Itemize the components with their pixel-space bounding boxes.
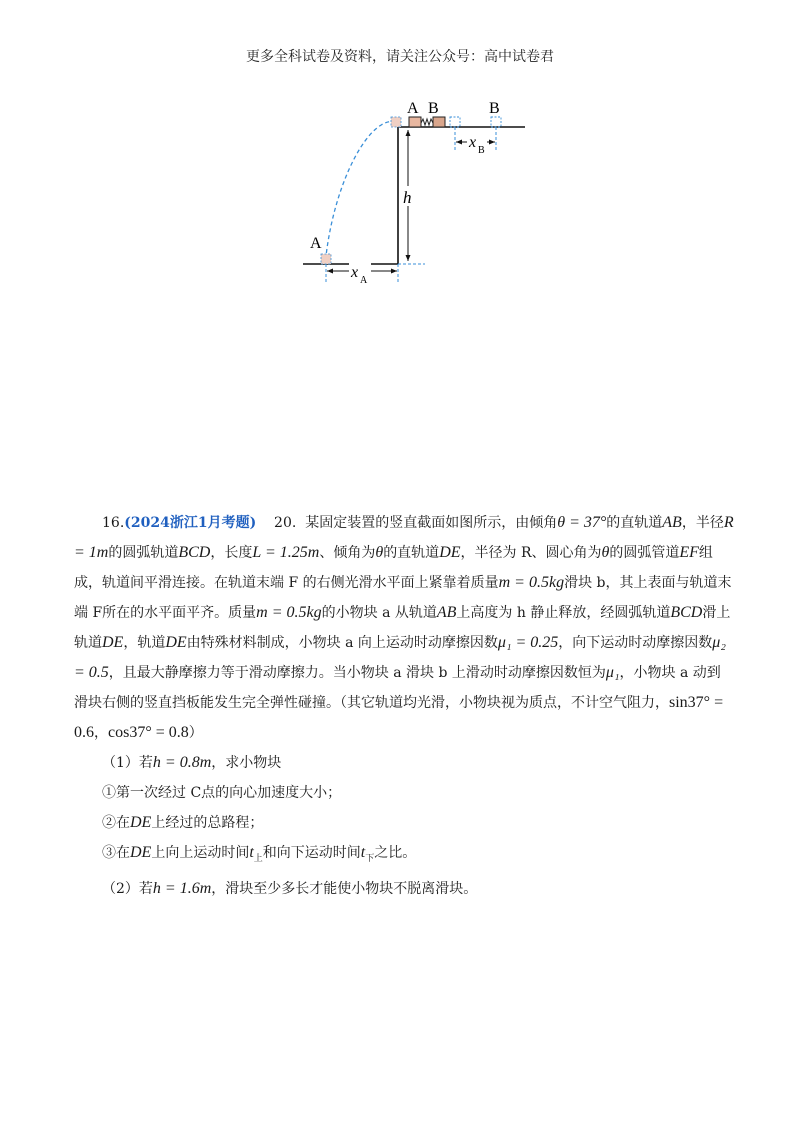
block-b-ghost-far [491, 117, 501, 127]
label-xb: x [469, 134, 477, 151]
trajectory-curve [326, 121, 396, 256]
math-sin-eq: sin37° = 0.6 [74, 694, 724, 741]
text-seg: ，求小物块 [211, 755, 282, 771]
math-h-eq1: h = 0.8m [152, 754, 212, 771]
h-arrow-bottom [406, 255, 411, 261]
text-seg: ， [94, 725, 108, 741]
math-de: DE [165, 634, 187, 651]
text-seg: 上高度为 h 静止释放，经圆弧轨道 [456, 605, 671, 621]
projectile-figure [295, 90, 535, 290]
label-xa: x [351, 264, 359, 281]
question-1 [74, 748, 734, 778]
text-seg: ，且最大静摩擦力等于滑动摩擦力。当小物块 a 滑块 b 上滑动时动摩擦因数恒为 [108, 665, 606, 681]
math-de: DE [102, 634, 124, 651]
math-theta-eq: θ = 37° [557, 514, 607, 531]
text-seg: 滑上轨道 [74, 605, 731, 651]
math-h-eq2: h = 1.6m [152, 879, 212, 897]
math-de: DE [130, 814, 152, 831]
problem-body [74, 508, 734, 748]
math-mu1: μ₁ [605, 664, 620, 681]
text-seg: ，长度 [210, 545, 253, 561]
text-seg: 滑块 b，其上表面与轨道末端 F所在的水平面平齐。质量 [74, 575, 732, 621]
text-seg: ，半径 [681, 515, 724, 531]
block-b [433, 117, 445, 127]
text-seg: 的直轨道 [606, 515, 663, 531]
xb-arrow-left [456, 140, 462, 145]
math-de: DE [130, 844, 152, 861]
label-b-right: B [489, 100, 500, 117]
text-seg: （1）若 [102, 755, 153, 771]
math-l-eq: L = 1.25m [252, 544, 320, 561]
math-cos-eq: cos37° = 0.8 [108, 724, 189, 741]
math-t-up-sub: 上 [253, 853, 263, 864]
text-seg: ，小物块 a 动到滑块右侧的竖直挡板能发生完全弹性碰撞。（其它轨道均光滑，小物块视为质点，不计空气阻力， [74, 665, 721, 711]
label-a-bottom: A [310, 235, 322, 252]
label-xb-sub: B [478, 145, 485, 156]
label-a-top: A [407, 100, 419, 117]
math-ef: EF [679, 544, 699, 561]
math-t-up: t [249, 844, 254, 861]
text-seg: 的直轨道 [383, 545, 440, 561]
page-header: 更多全科试卷及资料，请关注公众号：高中试卷君 [246, 49, 554, 65]
label-xa-sub: A [360, 275, 368, 286]
xa-arrow-left [327, 269, 333, 274]
math-theta: θ [375, 544, 384, 561]
problem-text [74, 508, 734, 904]
problem-number: 16. [102, 515, 125, 531]
math-bcd: BCD [178, 544, 211, 561]
text-seg: 和向下运动时间 [262, 845, 361, 861]
text-seg: ③在 [102, 845, 130, 861]
label-b-top: B [428, 100, 439, 117]
text-seg: ，轨道 [123, 635, 166, 651]
block-a [409, 117, 421, 127]
text-seg: 、倾角为 [319, 545, 376, 561]
math-t-down-sub: 下 [365, 853, 375, 864]
math-m-eq: m = 0.5kg [256, 604, 322, 621]
problem-sub-number: 20. [274, 515, 297, 531]
math-de: DE [439, 544, 461, 561]
math-mu2-eq: μ₂ = 0.5 [74, 634, 726, 681]
text-seg: 的小物块 a 从轨道 [321, 605, 437, 621]
text-seg: 之比。 [374, 845, 417, 861]
math-mu1-eq: μ₁ = 0.25 [497, 634, 559, 651]
text-seg: 的圆弧轨道 [108, 545, 179, 561]
math-bcd: BCD [670, 604, 703, 621]
text-seg: ，半径为 R、圆心角为 [460, 545, 602, 561]
text-seg: ，向下运动时动摩擦因数 [558, 635, 713, 651]
text-seg: 上经过的总路程； [151, 815, 264, 831]
problem-source: (2024浙江1月考题) [124, 515, 257, 531]
math-t-down: t [360, 844, 366, 861]
text-seg: ②在 [102, 815, 130, 831]
xa-arrow-right [391, 269, 397, 274]
math-m-eq: m = 0.5kg [498, 574, 565, 591]
question-2 [74, 874, 734, 904]
block-a-start-ghost [391, 117, 401, 127]
question-1-part-1: ①第一次经过 C点的向心加速度大小； [102, 785, 342, 801]
math-theta: θ [601, 544, 610, 561]
question-1-part-2 [74, 808, 734, 838]
xb-arrow-right [489, 140, 495, 145]
block-a-landing [321, 254, 331, 264]
text-seg: 由特殊材料制成，小物块 a 向上运动时动摩擦因数 [186, 635, 498, 651]
math-r-eq: R = 1m [74, 514, 734, 561]
math-ab: AB [662, 514, 682, 531]
text-seg: ，滑块至少多长才能使小物块不脱离滑块。 [211, 880, 478, 897]
label-h: h [403, 188, 412, 207]
spring-icon [421, 119, 433, 125]
question-1-part-3 [74, 838, 734, 874]
text-seg: 组成，轨道间平滑连接。在轨道末端 F 的右侧光滑水平面上紧靠着质量 [74, 545, 713, 591]
text-seg: 某固定装置的竖直截面如图所示，由倾角 [305, 515, 558, 531]
block-b-ghost-near [450, 117, 460, 127]
h-arrow-top [406, 130, 411, 136]
text-seg: 的圆弧管道 [609, 545, 680, 561]
text-seg: ） [188, 725, 203, 741]
text-seg: （2）若 [102, 880, 153, 897]
text-seg: 上向上运动时间 [151, 845, 250, 861]
math-ab: AB [436, 604, 457, 621]
